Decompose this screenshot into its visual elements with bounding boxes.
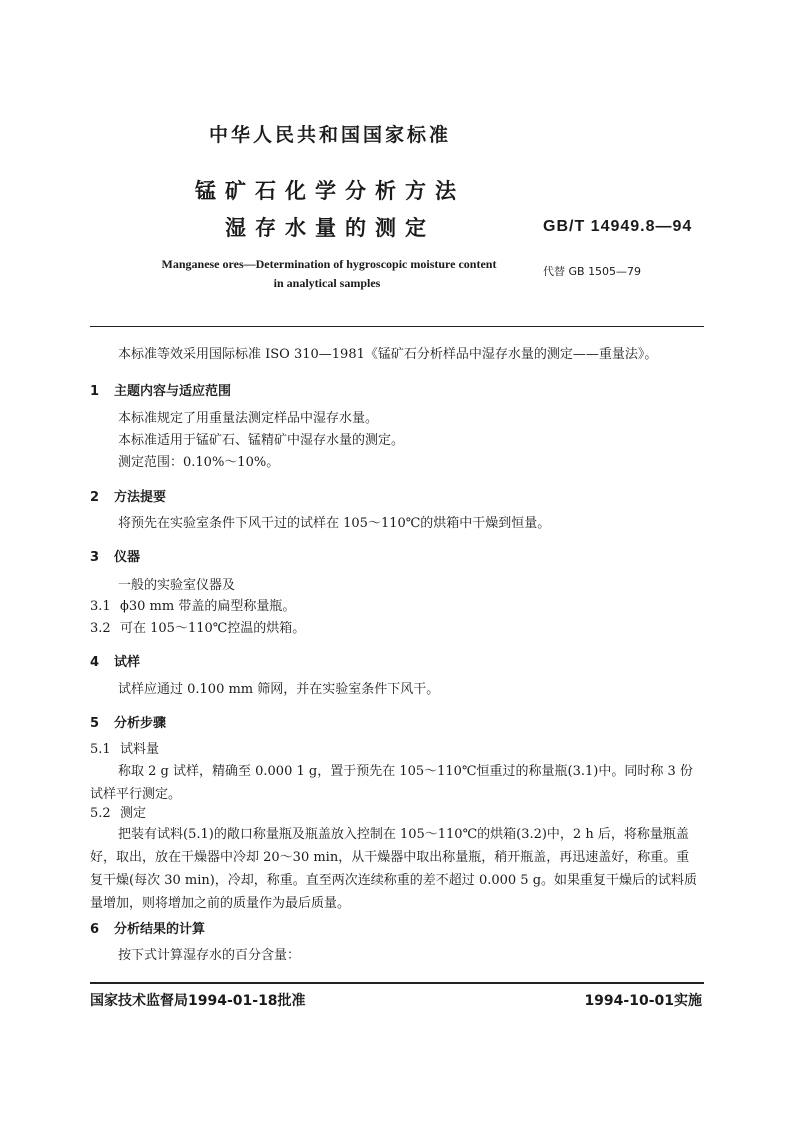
section-3-heading <box>90 546 140 565</box>
section-title: 试样 <box>114 655 141 670</box>
section-1-heading <box>90 380 231 399</box>
approval-line: 国家技术监督局1994-01-18批准 <box>90 993 306 1009</box>
subsection-5-2-heading <box>90 806 146 822</box>
header-divider <box>90 326 704 327</box>
section-3-para-1: 一般的实验室仪器及 <box>118 578 236 593</box>
section-number: 5 <box>90 716 100 731</box>
section-number: 3 <box>90 550 100 565</box>
section-2-para-1: 将预先在实验室条件下风干过的试样在 105～110℃的烘箱中干燥到恒量。 <box>118 516 551 531</box>
intro-paragraph: 本标准等效采用国际标准 ISO 310—1981《锰矿石分析样品中湿存水量的测定——重量法》。 <box>118 347 658 362</box>
section-title: 仪器 <box>114 550 141 565</box>
section-number: 1 <box>90 384 100 399</box>
section-2-heading <box>90 486 166 505</box>
section-title: 分析步骤 <box>114 716 167 731</box>
subsection-number: 5.2 <box>90 806 111 821</box>
english-title-line2: in analytical samples <box>273 276 381 290</box>
document-subtitle: 湿存水量的测定 <box>225 216 435 240</box>
subsection-title: 试料量 <box>120 742 160 757</box>
subsection-5-1-heading <box>90 742 159 758</box>
item-text: 可在 105～110℃控温的烘箱。 <box>120 621 306 636</box>
section-3-item-1 <box>90 599 295 615</box>
footer-divider <box>90 982 704 984</box>
section-1-para-2: 本标准适用于锰矿石、锰精矿中湿存水量的测定。 <box>118 433 405 448</box>
section-4-para-1: 试样应通过 0.100 mm 筛网，并在实验室条件下风干。 <box>118 682 440 697</box>
section-6-heading <box>90 918 205 937</box>
document-title: 锰矿石化学分析方法 <box>195 179 465 203</box>
section-6-para-1: 按下式计算湿存水的百分含量： <box>118 948 301 963</box>
subsection-5-2-text: 把装有试料(5.1)的敞口称量瓶及瓶盖放入控制在 105～110℃的烘箱(3.2)中，2 h 后，将称量瓶盖好，取出，放在干燥器中冷却 20～30 min，从干燥器中取出称量瓶，稍开瓶盖，再迅速盖好，称重。重复干燥(每次 30 min)，冷却，称重。直至两次连续称重的差不超过 0.000 5 g。如果重复干燥后的试料质量增加，则将增加之前的质量作为最后质量。 <box>90 827 698 911</box>
section-1-para-1: 本标准规定了用重量法测定样品中湿存水量。 <box>118 411 379 426</box>
section-title: 分析结果的计算 <box>114 922 206 937</box>
national-standard-heading: 中华人民共和国国家标准 <box>208 124 451 146</box>
item-number: 3.2 <box>90 621 111 636</box>
subsection-5-1-text: 称取 2 g 试样，精确至 0.000 1 g，置于预先在 105～110℃恒重过的称量瓶(3.1)中。同时称 3 份试样平行测定。 <box>90 764 693 802</box>
section-title: 主题内容与适应范围 <box>114 384 232 399</box>
section-3-item-2 <box>90 621 305 637</box>
section-5-heading <box>90 712 166 731</box>
replaces-note: 代替 GB 1505—79 <box>543 265 642 278</box>
section-4-heading <box>90 651 140 670</box>
implementation-date: 1994-10-01实施 <box>584 993 702 1009</box>
section-number: 4 <box>90 655 100 670</box>
subsection-number: 5.1 <box>90 742 111 757</box>
section-number: 2 <box>90 490 100 505</box>
english-title-line1: Manganese ores—Determination of hygroscopic moisture content <box>161 257 497 271</box>
standard-number: GB/T 14949.8—94 <box>543 218 693 235</box>
subsection-title: 测定 <box>120 806 147 821</box>
section-title: 方法提要 <box>114 490 167 505</box>
section-number: 6 <box>90 922 100 937</box>
item-number: 3.1 <box>90 599 111 614</box>
item-text: ϕ30 mm 带盖的扁型称量瓶。 <box>120 599 296 614</box>
section-1-para-3: 测定范围：0.10%～10%。 <box>118 455 280 470</box>
